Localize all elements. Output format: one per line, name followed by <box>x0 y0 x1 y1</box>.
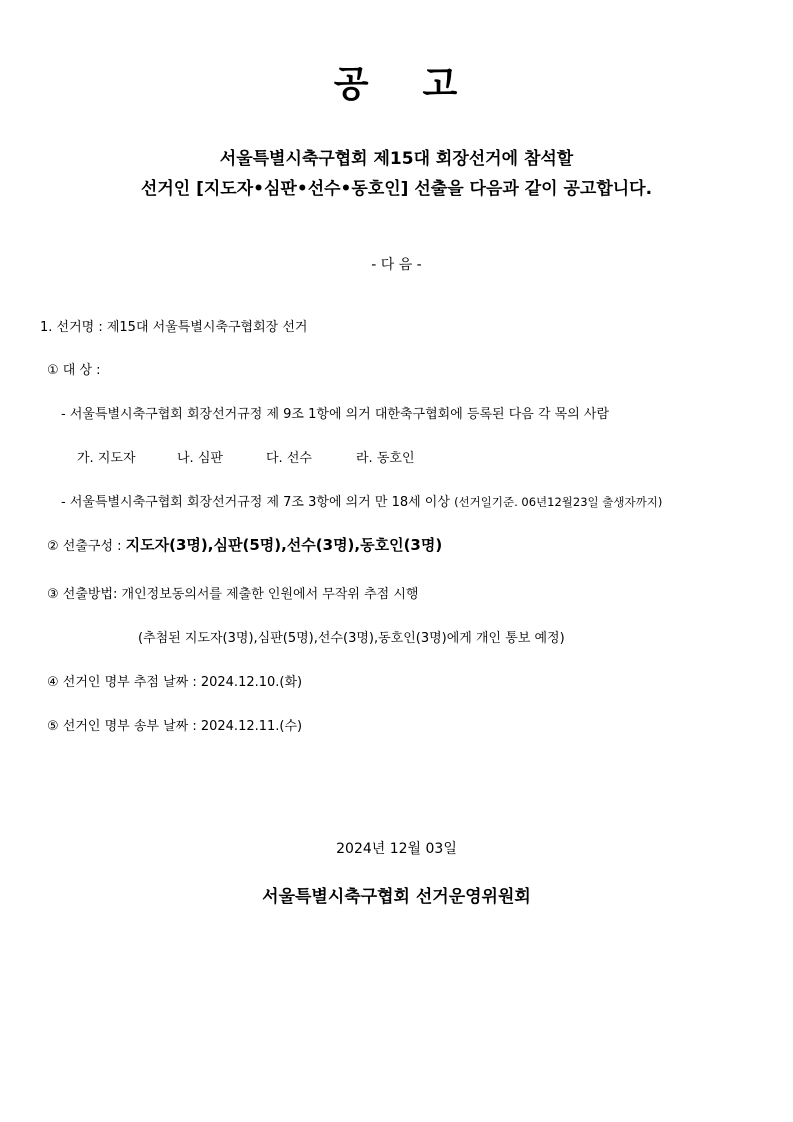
notice-date: 2024년 12월 03일 <box>336 841 457 857</box>
target-bullet-1: - 서울특별시축구협회 회장선거규정 제 9조 1항에 의거 대한축구협회에 등록된 다음 각 목의 사람 <box>61 407 610 422</box>
category-item: 나. 심판 <box>177 451 223 466</box>
intro-line-2: 선거인 [지도자•심판•선수•동호인] 선출을 다음과 같이 공고합니다. <box>140 179 653 199</box>
target-bullet-2 <box>61 491 662 510</box>
issuing-organization: 서울특별시축구협회 선거운영위원회 <box>262 887 531 907</box>
draw-date: ④ 선거인 명부 추점 날짜 : 2024.12.10.(화) <box>47 675 303 690</box>
category-item: 다. 선수 <box>266 451 312 466</box>
election-name: 1. 선거명 : 제15대 서울특별시축구협회장 선거 <box>40 320 308 335</box>
target-bullet-2-note: (선거일기준. 06년12월23일 출생자까지) <box>454 495 663 509</box>
selection-method: ③ 선출방법: 개인정보동의서를 제출한 인원에서 무작위 추점 시행 <box>47 587 419 602</box>
notice-title <box>0 56 793 107</box>
send-date: ⑤ 선거인 명부 송부 날짜 : 2024.12.11.(수) <box>47 719 303 734</box>
selection-method-note: (추첨된 지도자(3명),심판(5명),선수(3명),동호인(3명)에게 개인 통보 예정) <box>138 631 565 646</box>
intro-line-1: 서울특별시축구협회 제15대 회장선거에 참석할 <box>219 149 574 169</box>
composition-row <box>47 534 442 555</box>
notice-title-char-1: 공 <box>333 64 371 105</box>
composition-label: ② 선출구성 : <box>47 539 126 554</box>
composition-value: 지도자(3명),심판(5명),선수(3명),동호인(3명) <box>125 536 443 554</box>
notice-title-char-2: 고 <box>422 64 460 105</box>
target-label: ① 대 상 : <box>47 363 101 378</box>
target-bullet-2-main: - 서울특별시축구협회 회장선거규정 제 7조 3항에 의거 만 18세 이상 <box>61 495 455 510</box>
section-header: - 다 음 - <box>371 257 422 273</box>
category-item: 가. 지도자 <box>77 451 136 466</box>
category-item: 라. 동호인 <box>356 451 415 466</box>
